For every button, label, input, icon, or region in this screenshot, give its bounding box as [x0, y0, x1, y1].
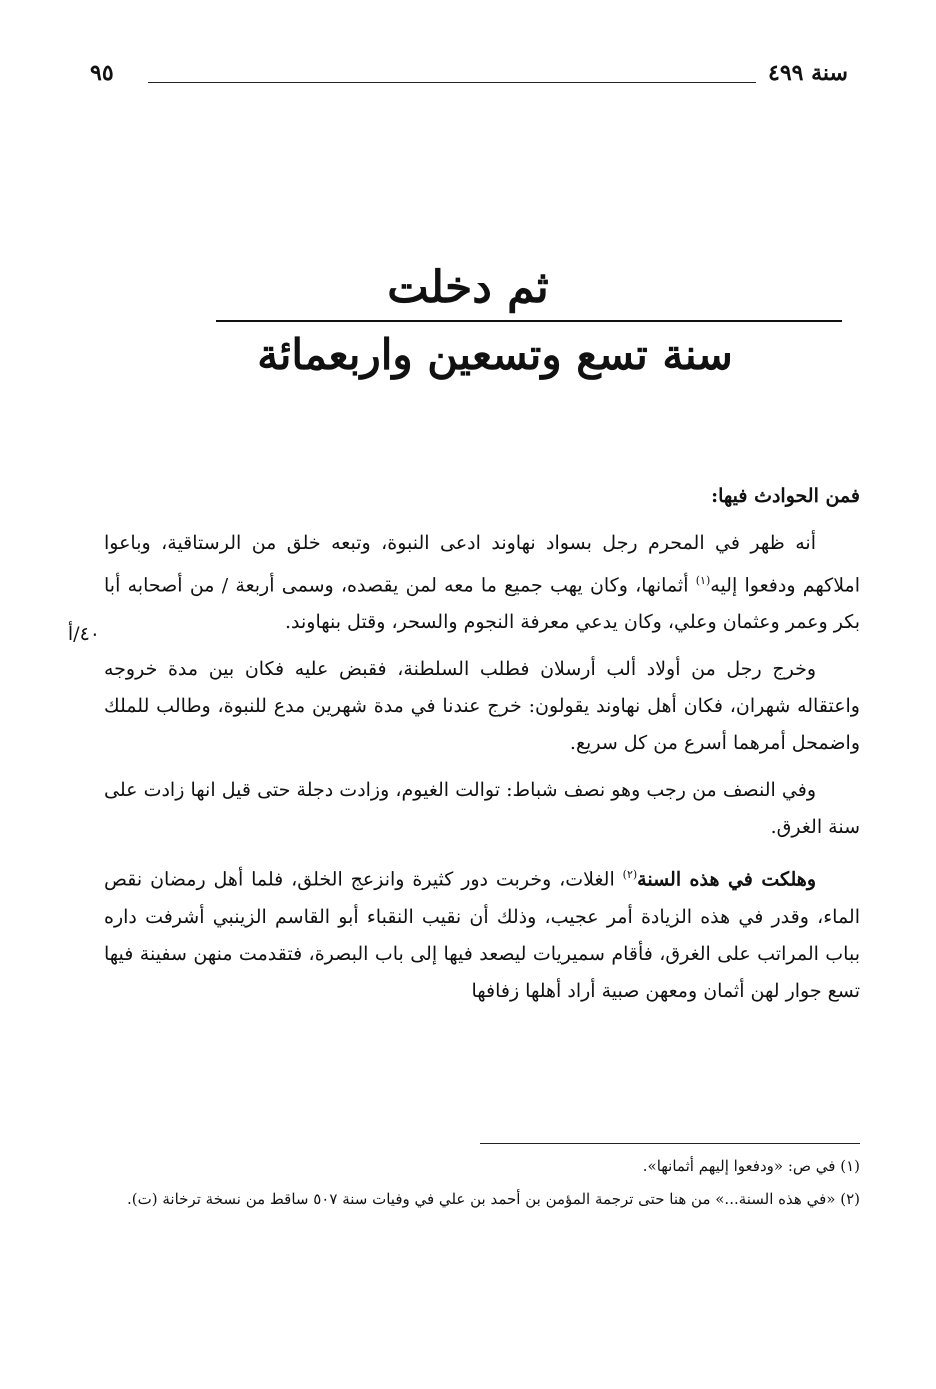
footnotes: [104, 1150, 860, 1216]
paragraph-1: [104, 525, 860, 641]
chapter-heading-line1: ثم دخلت: [387, 262, 549, 313]
paragraph-4-text: الغلات، وخربت دور كثيرة وانزعج الخلق، فلما أهل رمضان نقص الماء، وقدر في هذه الزيادة أمر عجيب، وذلك أن نقيب النقباء أبو القاسم الزينبي أشرفت داره بباب المراتب على الغرق، فأقام سميريات ليصعد فيها إلى باب البصرة، فتقدمت منهن سفينة فيها تسع جوار لهن أثمان ومعهن صبية أراد أهلها زفافها: [104, 868, 860, 1002]
folio-margin-note: ٤٠/أ: [67, 623, 100, 645]
paragraph-4: [104, 856, 860, 1009]
paragraph-1-text-a: أنه ظهر في المحرم رجل بسواد نهاوند ادعى النبوة، وتبعه خلق من الرستاقية، وباعوا املاكهم ودفعوا إليه: [104, 532, 860, 597]
chapter-heading-line2: سنة تسع وتسعين واربعمائة: [257, 330, 733, 379]
header-rule: [148, 82, 756, 83]
header-year-label: سنة ٤٩٩: [768, 60, 848, 86]
footnote-ref-2: (٢): [622, 868, 638, 882]
paragraph-4-lead: وهلكت في هذه السنة: [637, 868, 816, 891]
running-header: [90, 58, 848, 98]
paragraph-1-text-b: أثمانها، وكان يهب جميع ما معه لمن يقصده، وسمى أربعة / من أصحابه أبا بكر وعمر وعثمان وعلي، وكان يدعي معرفة النجوم والسحر، وقتل بنهاوند.: [104, 574, 860, 634]
footnote-rule: [480, 1143, 860, 1144]
paragraph-2: وخرج رجل من أولاد ألب أرسلان فطلب السلطنة، فقبض عليه فكان بين مدة خروجه واعتقاله شهران، فكان أهل نهاوند يقولون: خرج عندنا في مدة شهرين مدع للنبوة، وطالب للملك واضمحل أمرهما أسرع من كل سريع.: [104, 658, 860, 755]
footnote-ref-1: (١): [695, 574, 711, 587]
heading-rule: [216, 320, 842, 322]
footnote-1: (١) في ص: «ودفعوا إليهم أثمانها».: [642, 1157, 860, 1175]
section-intro: فمن الحوادث فيها:: [711, 485, 860, 507]
footnote-2: (٢) «في هذه السنة...» من هنا حتى ترجمة المؤمن بن أحمد بن علي في وفيات سنة ٥٠٧ ساقط من نسخة ترخانة (ت).: [127, 1190, 860, 1208]
page-number: ٩٥: [90, 60, 114, 86]
main-text: [104, 478, 860, 1020]
paragraph-3: وفي النصف من رجب وهو نصف شباط: توالت الغيوم، وزادت دجلة حتى قيل انها زادت على سنة الغرق.: [104, 779, 860, 839]
